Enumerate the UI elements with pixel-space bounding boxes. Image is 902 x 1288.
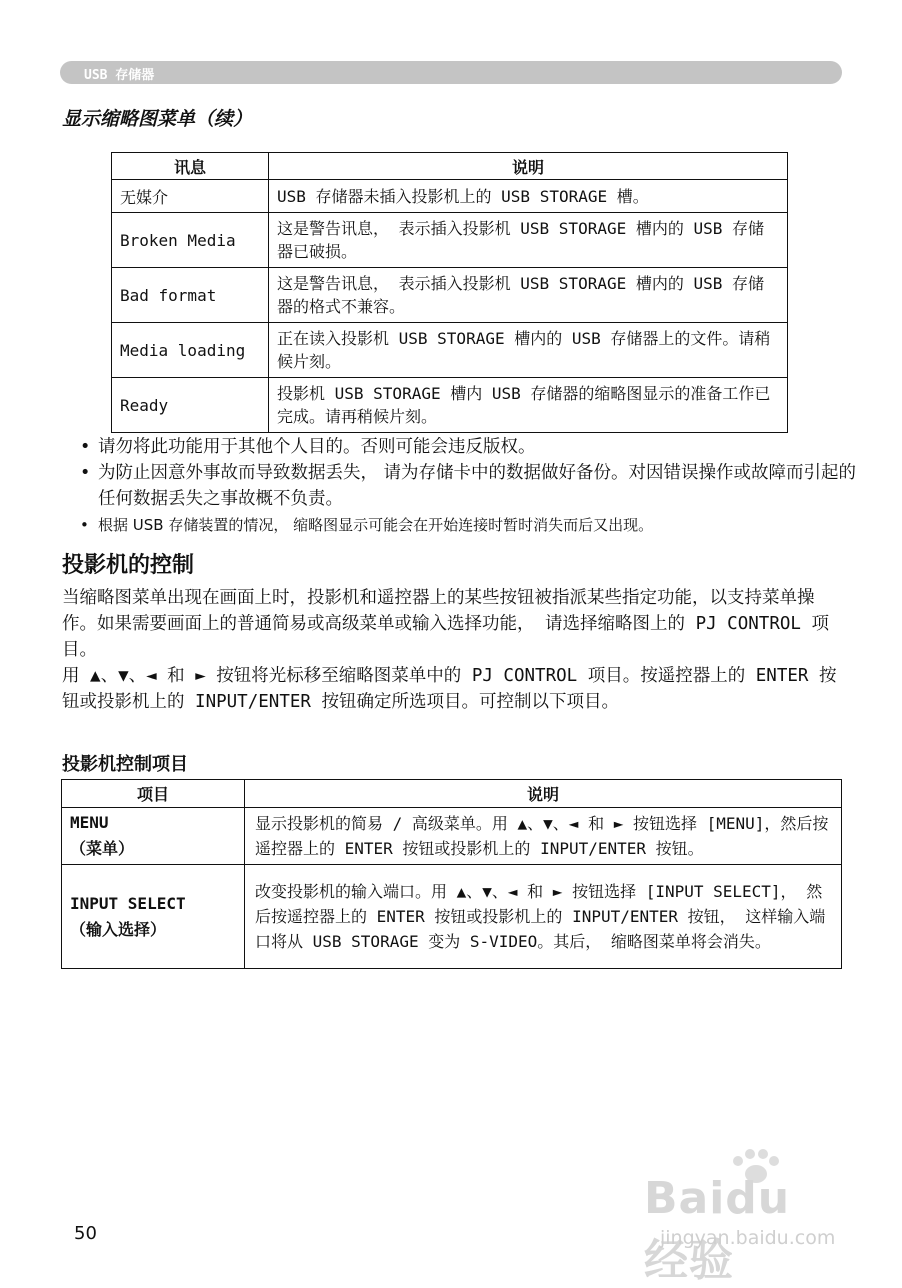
watermark-brand: Baidu 经验 <box>644 1173 791 1286</box>
table-row <box>112 323 788 378</box>
description-cell: 这是警告讯息， 表示插入投影机 USB STORAGE 槽内的 USB 存储器的格式不兼容。 <box>269 268 788 323</box>
message-cell: Ready <box>112 378 269 433</box>
watermark <box>640 1145 840 1286</box>
column-header: 说明 <box>269 153 788 180</box>
paragraph: 用 ▲、▼、◄ 和 ► 按钮将光标移至缩略图菜单中的 PJ CONTROL 项目。按遥控器上的 ENTER 按钮或投影机上的 INPUT/ENTER 按钮确定所选项目。可控制以下项目。 <box>62 666 837 712</box>
section-header-bar <box>60 61 842 84</box>
message-table <box>111 152 788 433</box>
section-heading: 投影机的控制 <box>62 553 195 578</box>
section-label: USB 存储器 <box>84 68 155 83</box>
note-item: • 为防止因意外事故而导致数据丢失， 请为存储卡中的数据做好备份。对因错误操作或故障而引起的任何数据丢失之事故概不负责。 <box>78 460 858 512</box>
description-cell: 这是警告讯息， 表示插入投影机 USB STORAGE 槽内的 USB 存储器已破损。 <box>269 213 788 268</box>
item-name-cn: （输入选择） <box>70 919 167 939</box>
table-title: 投影机控制项目 <box>62 754 188 775</box>
description-cell: 正在读入投影机 USB STORAGE 槽内的 USB 存储器上的文件。请稍候片刻。 <box>269 323 788 378</box>
table-row <box>112 180 788 213</box>
note-item: • 根据 USB 存储装置的情况， 缩略图显示可能会在开始连接时暂时消失而后又出现。 <box>78 512 858 538</box>
table-row <box>62 808 842 865</box>
table-row <box>112 378 788 433</box>
paragraph: 当缩略图菜单出现在画面上时，投影机和遥控器上的某些按钮被指派某些指定功能，以支持菜单操作。如果需要画面上的普通简易或高级菜单或输入选择功能， 请选择缩略图上的 PJ CONTROL 项目。 <box>62 588 829 660</box>
page-number: 50 <box>74 1223 97 1244</box>
control-table <box>61 779 842 969</box>
description-cell: USB 存储器未插入投影机上的 USB STORAGE 槽。 <box>269 180 788 213</box>
description-cell: 投影机 USB STORAGE 槽内 USB 存储器的缩略图显示的准备工作已完成。请再稍候片刻。 <box>269 378 788 433</box>
table-row <box>112 213 788 268</box>
item-name-cn: （菜单） <box>70 839 135 858</box>
column-header: 讯息 <box>112 153 269 180</box>
message-cell: Bad format <box>112 268 269 323</box>
message-cell: Broken Media <box>112 213 269 268</box>
notes-list <box>78 434 858 538</box>
item-cell <box>62 808 245 865</box>
item-name: INPUT SELECT <box>70 893 186 913</box>
message-cell: 无媒介 <box>112 180 269 213</box>
description-cell: 改变投影机的输入端口。用 ▲、▼、◄ 和 ► 按钮选择 [INPUT SELECT]， 然后按遥控器上的 ENTER 按钮或投影机上的 INPUT/ENTER 按钮， 这样输入端口将从 USB STORAGE 变为 S-VIDEO。其后， 缩略图菜单将会消失。 <box>245 865 842 969</box>
item-cell <box>62 865 245 969</box>
table-row <box>62 865 842 969</box>
page-subtitle: 显示缩略图菜单（续） <box>62 108 253 130</box>
table-header-row <box>112 153 788 180</box>
note-item: • 请勿将此功能用于其他个人目的。否则可能会违反版权。 <box>78 434 858 460</box>
table-header-row <box>62 780 842 808</box>
item-name: MENU <box>70 813 109 832</box>
watermark-url: jingyan.baidu.com <box>660 1227 836 1249</box>
message-cell: Media loading <box>112 323 269 378</box>
table-row <box>112 268 788 323</box>
column-header: 项目 <box>62 780 245 808</box>
column-header: 说明 <box>245 780 842 808</box>
description-cell: 显示投影机的简易 / 高级菜单。用 ▲、▼、◄ 和 ► 按钮选择 [MENU]，然后按遥控器上的 ENTER 按钮或投影机上的 INPUT/ENTER 按钮。 <box>245 808 842 865</box>
